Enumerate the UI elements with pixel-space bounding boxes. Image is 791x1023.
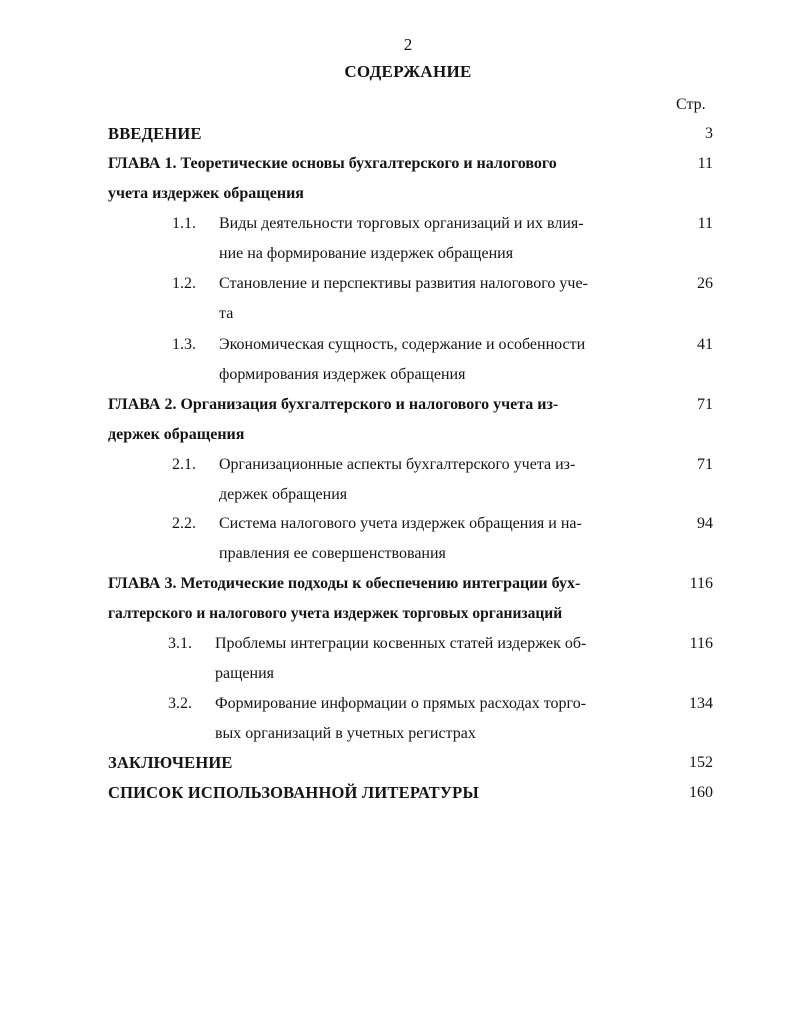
toc-section-number: 3.1. [168, 635, 192, 652]
toc-entry-page: 152 [689, 754, 713, 771]
toc-entry-page: 71 [697, 456, 713, 473]
page-column-label: Стр. [676, 96, 706, 113]
toc-entry-title-line-2: вых организаций в учетных регистрах [215, 725, 476, 742]
toc-entry-page: 71 [697, 396, 713, 413]
toc-entry-title-line-1: ГЛАВА 3. Методические подходы к обеспечению интеграции бух- [108, 575, 581, 592]
toc-entry-page: 134 [689, 695, 713, 712]
toc-entry-title-line-1: Формирование информации о прямых расходах торго- [215, 695, 587, 712]
toc-entry-page: 26 [697, 275, 713, 292]
toc-entry-page: 3 [705, 125, 713, 142]
toc-entry-title-line-2: та [219, 305, 234, 322]
page-number: 2 [403, 35, 413, 54]
toc-entry-page: 94 [697, 515, 713, 532]
page-title: СОДЕРЖАНИЕ [344, 62, 472, 81]
toc-section-number: 1.1. [172, 215, 196, 232]
toc-entry-title-line-2: формирования издержек обращения [219, 366, 466, 383]
toc-entry-title-line-2: держек обращения [108, 426, 245, 443]
toc-entry-title: ВВЕДЕНИЕ [108, 124, 202, 143]
toc-entry-title-line-1: Организационные аспекты бухгалтерского учета из- [219, 456, 576, 473]
toc-entry-page: 160 [689, 784, 713, 801]
toc-section-number: 2.1. [172, 456, 196, 473]
toc-section-number: 1.2. [172, 275, 196, 292]
toc-entry-title-line-1: Экономическая сущность, содержание и особенности [219, 336, 586, 353]
toc-entry-page: 11 [697, 215, 713, 232]
toc-entry-title: СПИСОК ИСПОЛЬЗОВАННОЙ ЛИТЕРАТУРЫ [108, 783, 479, 802]
toc-section-number: 3.2. [168, 695, 192, 712]
toc-entry-page: 41 [697, 336, 713, 353]
toc-entry-title-line-1: Система налогового учета издержек обращения и на- [219, 515, 582, 532]
toc-entry-page: 116 [689, 635, 713, 652]
toc-section-number: 1.3. [172, 336, 196, 353]
toc-entry-title-line-1: ГЛАВА 1. Теоретические основы бухгалтерского и налогового [108, 155, 557, 172]
toc-entry-page: 116 [689, 575, 713, 592]
toc-entry-title: ЗАКЛЮЧЕНИЕ [108, 753, 233, 772]
toc-entry-title-line-2: учета издержек обращения [108, 185, 304, 202]
toc-entry-title-line-1: Проблемы интеграции косвенных статей издержек об- [215, 635, 587, 652]
toc-entry-page: 11 [697, 155, 713, 172]
toc-entry-title-line-1: ГЛАВА 2. Организация бухгалтерского и налогового учета из- [108, 396, 559, 413]
toc-entry-title-line-2: держек обращения [219, 486, 348, 503]
toc-entry-title-line-2: галтерского и налогового учета издержек торговых организаций [108, 605, 563, 622]
toc-entry-title-line-1: Становление и перспективы развития налогового уче- [219, 275, 588, 292]
toc-section-number: 2.2. [172, 515, 196, 532]
toc-entry-title-line-1: Виды деятельности торговых организаций и их влия- [219, 215, 584, 232]
toc-entry-title-line-2: ние на формирование издержек обращения [219, 245, 514, 262]
toc-entry-title-line-2: правления ее совершенствования [219, 545, 446, 562]
toc-entry-title-line-2: ращения [215, 665, 275, 682]
